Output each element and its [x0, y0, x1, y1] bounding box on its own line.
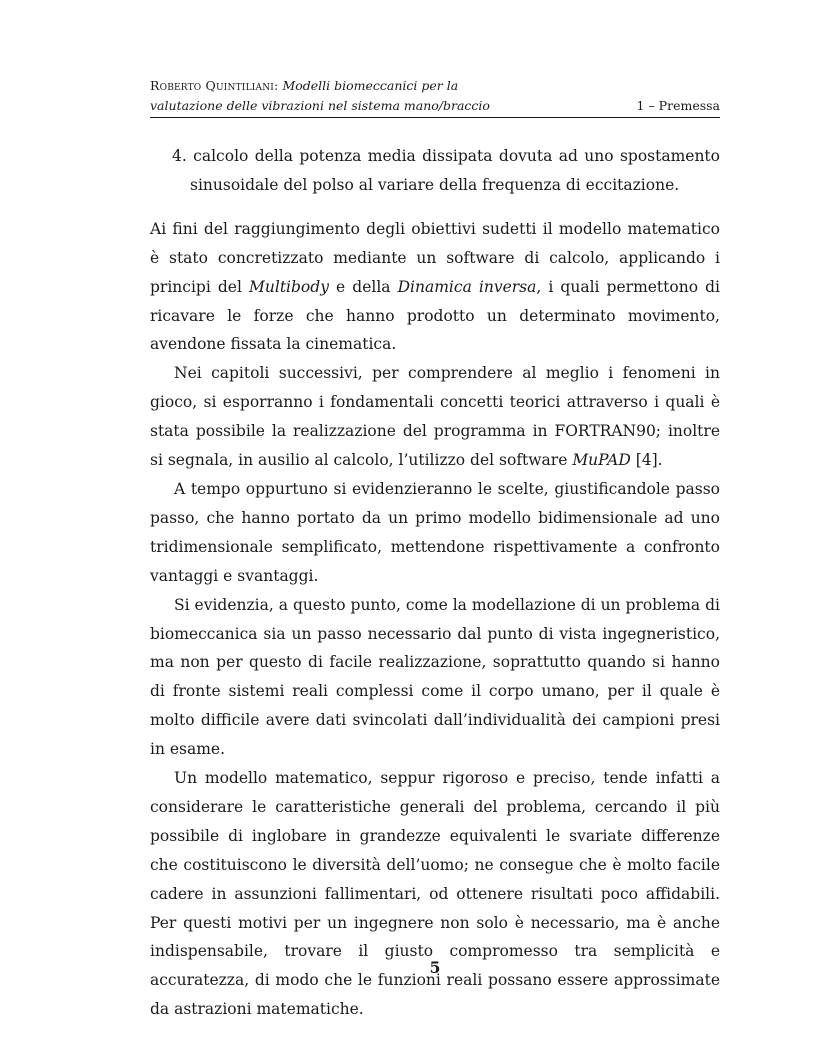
header-line-2 [150, 96, 720, 116]
paragraph-4: Si evidenzia, a questo punto, come la modellazione di un problema di biomeccanica sia un passo necessario dal punto di vista ingegneristico, ma non per questo di facile realizzazione, soprattutto quando si hanno di fronte sistemi reali complessi come il corpo umano, per il quale è molto difficile avere dati svincolati dall’individualità dei campioni presi in esame. [150, 595, 720, 759]
header-author: Roberto Quintiliani: [150, 78, 279, 93]
header-title-part-2: valutazione delle vibrazioni nel sistema mano/braccio [150, 98, 490, 113]
header-title-part-1: Modelli biomeccanici per la [282, 78, 459, 93]
paragraph-2-text-a: Nei capitoli successivi, per comprendere al meglio i fenomeni in gioco, si esporranno i fondamentali concetti teorici attraverso i quali è stata possibile la realizzazione del programma in FORTRAN90; inoltre si segnala, in ausilio al calcolo, l’utilizzo del software [150, 364, 720, 470]
paragraph-1-multibody: Multibody [249, 277, 329, 296]
body-text [150, 142, 720, 1024]
paragraph-1-text-a: Ai fini del raggiungimento degli obiettivi sudetti il modello matematico è stato concretizzato mediante un software di calcolo, applicando i principi del [150, 219, 720, 296]
paragraph-3: A tempo oppurtuno si evidenzieranno le scelte, giustificandole passo passo, che hanno portato da un primo modello bidimensionale ad uno tridimensionale semplificato, mettendone rispettivamente a confronto vantaggi e svantaggi. [150, 479, 720, 585]
header-section: 1 – Premessa [636, 98, 720, 113]
paragraph-1-text-c: e della [328, 277, 398, 296]
header-line-1 [150, 76, 720, 96]
paragraph-2 [150, 359, 720, 475]
paragraph-1 [150, 215, 720, 360]
list-item-text: calcolo della potenza media dissipata dovuta ad uno spostamento sinusoidale del polso al variare della frequenza di eccitazione. [190, 147, 720, 194]
list-item [150, 142, 720, 200]
page-number: 5 [429, 958, 441, 977]
paragraph-1-dinamica-inversa: Dinamica inversa [397, 277, 537, 296]
header-title-line-1 [150, 76, 458, 96]
paragraph-2-text-c: [4]. [630, 451, 663, 470]
paragraph-1-text-e: , i quali permettono di ricavare le forze che hanno prodotto un determinato movimento, avendone fissata la cinematica. [150, 277, 720, 354]
paragraph-2-mupad: MuPAD [572, 451, 631, 470]
header-rule [150, 117, 720, 118]
list-item-number: 4. [172, 147, 187, 165]
running-header [150, 76, 720, 116]
paragraph-5: Un modello matematico, seppur rigoroso e preciso, tende infatti a considerare le caratteristiche generali del problema, cercando il più possibile di inglobare in grandezze equivalenti le svariate differenze che costituiscono le diversità dell’uomo; ne consegue che è molto facile cadere in assunzioni fallimentari, od ottenere risultati poco affidabili. Per questi motivi per un ingegnere non solo è necessario, ma è anche indispensabile, trovare il giusto compromesso tra semplicità e accuratezza, di modo che le funzioni reali possano essere approssimate da astrazioni matematiche. [150, 769, 720, 1019]
